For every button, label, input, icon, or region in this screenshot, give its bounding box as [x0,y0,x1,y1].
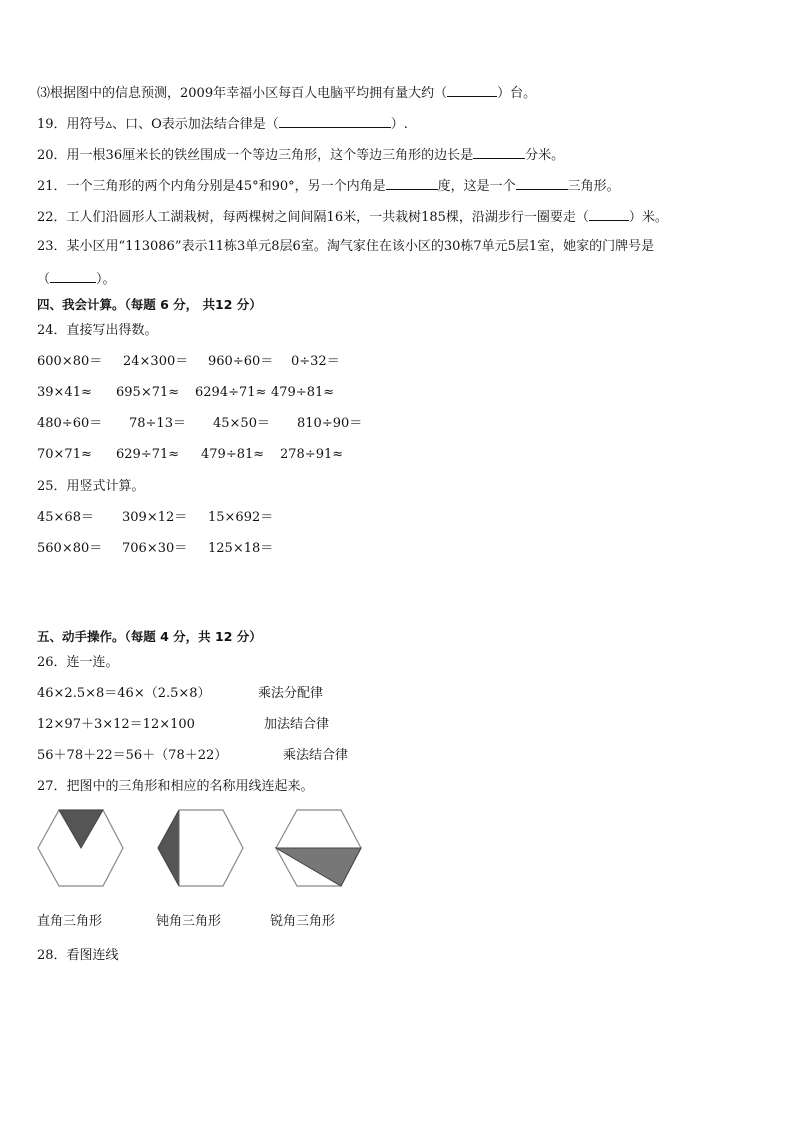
calc-item: 45×50＝ [213,416,270,431]
answer-blank[interactable] [50,270,96,283]
calc-item: 480÷60＝ [37,416,103,431]
hexagon-acute-triangle[interactable] [276,810,361,886]
calc-item: 6294÷71≈ [195,385,267,400]
calc-item: 706×30＝ [122,541,188,556]
calc-item: 78÷13＝ [129,416,186,431]
law-expression[interactable]: 46×2.5×8＝46×（2.5×8） [37,686,211,701]
calc-item: 810÷90＝ [297,416,363,431]
calc-item: 0÷32＝ [291,354,340,369]
section-5-title: 五、动手操作。（每题 4 分，共 12 分） [37,629,262,644]
question-27-title: 27．把图中的三角形和相应的名称用线连起来。 [37,779,314,794]
law-name[interactable]: 乘法分配律 [258,686,324,701]
question-25-title: 25．用竖式计算。 [37,479,145,494]
answer-blank[interactable] [516,177,568,190]
calc-item: 600×80＝ [37,354,103,369]
law-name[interactable]: 加法结合律 [264,717,330,732]
section-4-title: 四、我会计算。（每题 6 分， 共12 分） [37,297,262,312]
question-24-title: 24．直接写出得数。 [37,323,158,338]
calc-item: 278÷91≈ [280,447,344,462]
calc-item: 309×12＝ [122,510,188,525]
answer-blank[interactable] [279,115,391,128]
calc-item: 695×71≈ [116,385,180,400]
answer-blank[interactable] [447,84,497,97]
triangle-label-right[interactable]: 直角三角形 [37,914,103,929]
hexagon-figures [36,808,366,892]
triangle-label-obtuse[interactable]: 钝角三角形 [156,914,222,929]
question-23: 23．某小区用“113086”表示11栋3单元8层6室。淘气家住在该小区的30栋7单元5层1室，她家的门牌号是 [37,239,655,254]
hexagon-obtuse-triangle[interactable] [158,810,243,886]
law-expression[interactable]: 56＋78＋22＝56＋（78＋22） [37,748,228,763]
hexagon-right-triangle[interactable] [38,810,123,886]
triangle-label-acute[interactable]: 锐角三角形 [270,914,336,929]
law-name[interactable]: 乘法结合律 [283,748,349,763]
calc-item: 15×692＝ [208,510,274,525]
calc-item: 125×18＝ [208,541,274,556]
question-20: 20．用一根36厘米长的铁丝围成一个等边三角形，这个等边三角形的边长是 分米。 [37,148,565,163]
question-19: 19．用符号▵、口、O表示加法结合律是（ ）. [37,117,408,132]
question-26-title: 26．连一连。 [37,655,119,670]
answer-blank[interactable] [473,146,525,159]
answer-blank[interactable] [386,177,438,190]
calc-item: 960÷60＝ [208,354,274,369]
calc-item: 70×71≈ [37,447,92,462]
question-prev-part3: ⑶根据图中的信息预测，2009年幸福小区每百人电脑平均拥有量大约（ ）台。 [37,86,537,101]
question-23-answer: （ ）。 [37,272,116,287]
calc-item: 24×300＝ [123,354,189,369]
calc-item: 479÷81≈ [201,447,265,462]
question-28-title: 28．看图连线 [37,948,119,963]
calc-item: 39×41≈ [37,385,92,400]
question-22: 22．工人们沿圆形人工湖栽树，每两棵树之间间隔16米，一共栽树185棵，沿湖步行一圈要走（ ）米。 [37,210,668,225]
answer-blank[interactable] [589,208,629,221]
calc-item: 45×68＝ [37,510,94,525]
calc-item: 629÷71≈ [116,447,180,462]
question-21: 21．一个三角形的两个内角分别是45°和90°，另一个内角是 度，这是一个 三角形。 [37,179,620,194]
calc-item: 560×80＝ [37,541,103,556]
law-expression[interactable]: 12×97＋3×12＝12×100 [37,717,195,732]
calc-item: 479÷81≈ [271,385,335,400]
